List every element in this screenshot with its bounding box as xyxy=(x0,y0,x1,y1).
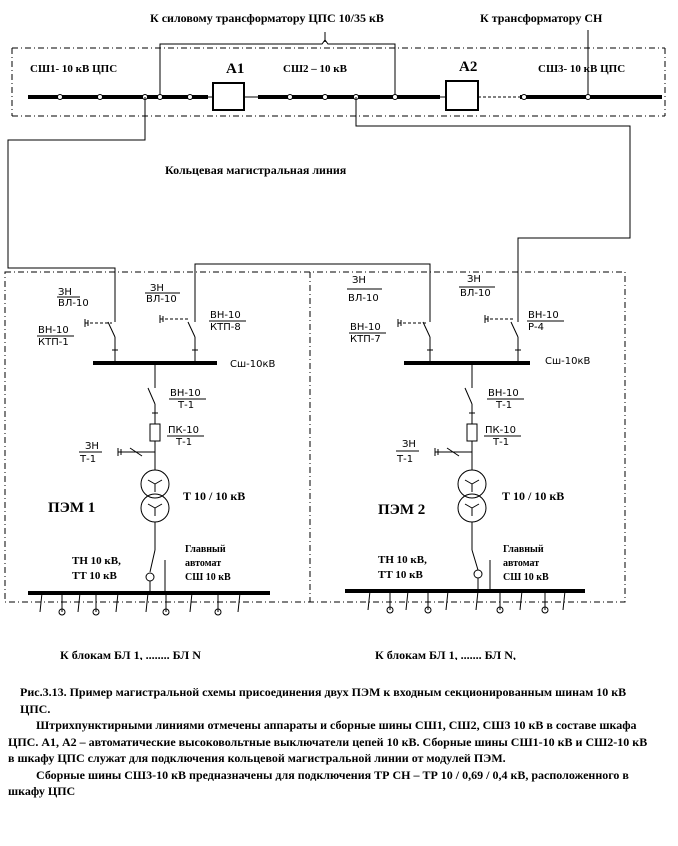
breaker-a1-box xyxy=(213,83,244,110)
pem2-pk-label: ПК-10 xyxy=(485,425,516,436)
figure-caption xyxy=(8,684,648,800)
pem-1 xyxy=(28,283,276,660)
pem2-to-blocks: К блокам БЛ 1, ....... БЛ N, xyxy=(375,648,516,660)
pem1-pk-label: ПК-10 xyxy=(168,425,199,436)
pem1-zn-t-label: ЗН xyxy=(85,441,99,452)
breaker-a1-label: А1 xyxy=(226,61,245,77)
pem1-main-breaker-1: Главный xyxy=(185,544,226,555)
pem2-zn2-label: ЗН xyxy=(467,274,481,285)
pem2-pk-t1-label: Т-1 xyxy=(493,437,510,448)
pem2-tn-label: ТН 10 кВ, xyxy=(378,554,427,566)
pem2-tt-label: ТТ 10 кВ xyxy=(378,569,423,581)
caption-title: Рис.3.13. Пример магистральной схемы присоединения двух ПЭМ к входным секционированным шинам 10 кВ ЦПС. xyxy=(20,685,627,716)
pem1-tt-label: ТТ 10 кВ xyxy=(72,570,117,582)
pem2-ktp7-label: КТП-7 xyxy=(350,334,381,345)
pem1-vl2-label: ВЛ-10 xyxy=(146,294,177,305)
pem2-zn-label: ЗН xyxy=(352,275,366,286)
ring-main-line xyxy=(8,97,630,312)
pem1-zn-label: ЗН xyxy=(58,287,72,298)
pem1-transformer-label: Т 10 / 10 кВ xyxy=(183,489,246,503)
pem1-vn-t-label: ВН-10 xyxy=(170,388,201,399)
pem2-zn-t1-label: Т-1 xyxy=(397,454,414,465)
pem2-transformer-label: Т 10 / 10 кВ xyxy=(502,489,565,503)
pem1-main-breaker-3: СШ 10 кВ xyxy=(185,572,231,583)
pem2-r4-label: Р-4 xyxy=(528,322,545,333)
pem1-vn-right-label: ВН-10 xyxy=(210,310,241,321)
pem2-vn-t-label: ВН-10 xyxy=(488,388,519,399)
pem2-zn-t-label: ЗН xyxy=(402,439,416,450)
pem2-main-breaker-1: Главный xyxy=(503,544,544,555)
pem1-to-blocks: К блокам БЛ 1, ........ БЛ N xyxy=(60,648,201,660)
pem2-vn-left-label: ВН-10 xyxy=(350,322,381,333)
breaker-a2-box xyxy=(446,81,478,110)
pem2-vn-right-label: ВН-10 xyxy=(528,310,559,321)
breaker-a2-label: А2 xyxy=(459,59,478,75)
bus-sh2-label: СШ2 – 10 кВ xyxy=(283,63,347,75)
pem2-bus-label: Сш-10кВ xyxy=(545,356,591,367)
pem2-name: ПЭМ 2 xyxy=(378,502,426,518)
pem1-zn-t1-label: Т-1 xyxy=(80,454,97,465)
label-to-power-transformer: К силовому трансформатору ЦПС 10/35 кВ xyxy=(150,11,384,25)
pem1-tn-label: ТН 10 кВ, xyxy=(72,555,121,567)
pem1-vn-left-label: ВН-10 xyxy=(38,325,69,336)
pem1-name: ПЭМ 1 xyxy=(48,500,96,516)
pem1-ktp1-label: КТП-1 xyxy=(38,337,69,348)
pem1-main-breaker-2: автомат xyxy=(185,558,222,569)
pem2-main-breaker-3: СШ 10 кВ xyxy=(503,572,549,583)
pem2-main-breaker-2: автомат xyxy=(503,558,540,569)
label-to-aux-transformer: К трансформатору СН xyxy=(480,11,603,25)
pem1-ktp8-label: КТП-8 xyxy=(210,322,241,333)
caption-paragraph-2: Сборные шины СШ3-10 кВ предназначены для подключения ТР СН – ТР 10 / 0,69 / 0,4 кВ, расположенного в шкафу ЦПС xyxy=(8,767,629,798)
bus-sh3-label: СШ3- 10 кВ ЦПС xyxy=(538,63,626,75)
pem2-vl2-label: ВЛ-10 xyxy=(460,288,491,299)
pem1-vn-t1-label: Т-1 xyxy=(178,400,195,411)
pem2-vl-label: ВЛ-10 xyxy=(348,293,379,304)
pem1-vl-label: ВЛ-10 xyxy=(58,298,89,309)
pem1-zn2-label: ЗН xyxy=(150,283,164,294)
pem1-pk-t1-label: Т-1 xyxy=(176,437,193,448)
ring-line-label: Кольцевая магистральная линия xyxy=(165,163,347,177)
bus-sh1-label: СШ1- 10 кВ ЦПС xyxy=(30,63,118,75)
caption-paragraph-1: Штрихпунктирными линиями отмечены аппараты и сборные шины СШ1, СШ2, СШ3 10 кВ в составе шкафа ЦПС. А1, А2 – автоматические высоковольтные выключатели цепей 10 кВ. Сборные шины СШ1-10 кВ и СШ2-10 кВ в шкафу ЦПС служат для подключения кольцевой магистральной линии от модулей ПЭМ. xyxy=(8,718,648,765)
pem2-vn-t1-label: Т-1 xyxy=(496,400,513,411)
cps-frame xyxy=(12,48,665,116)
pem1-bus-label: Сш-10кВ xyxy=(230,359,276,370)
